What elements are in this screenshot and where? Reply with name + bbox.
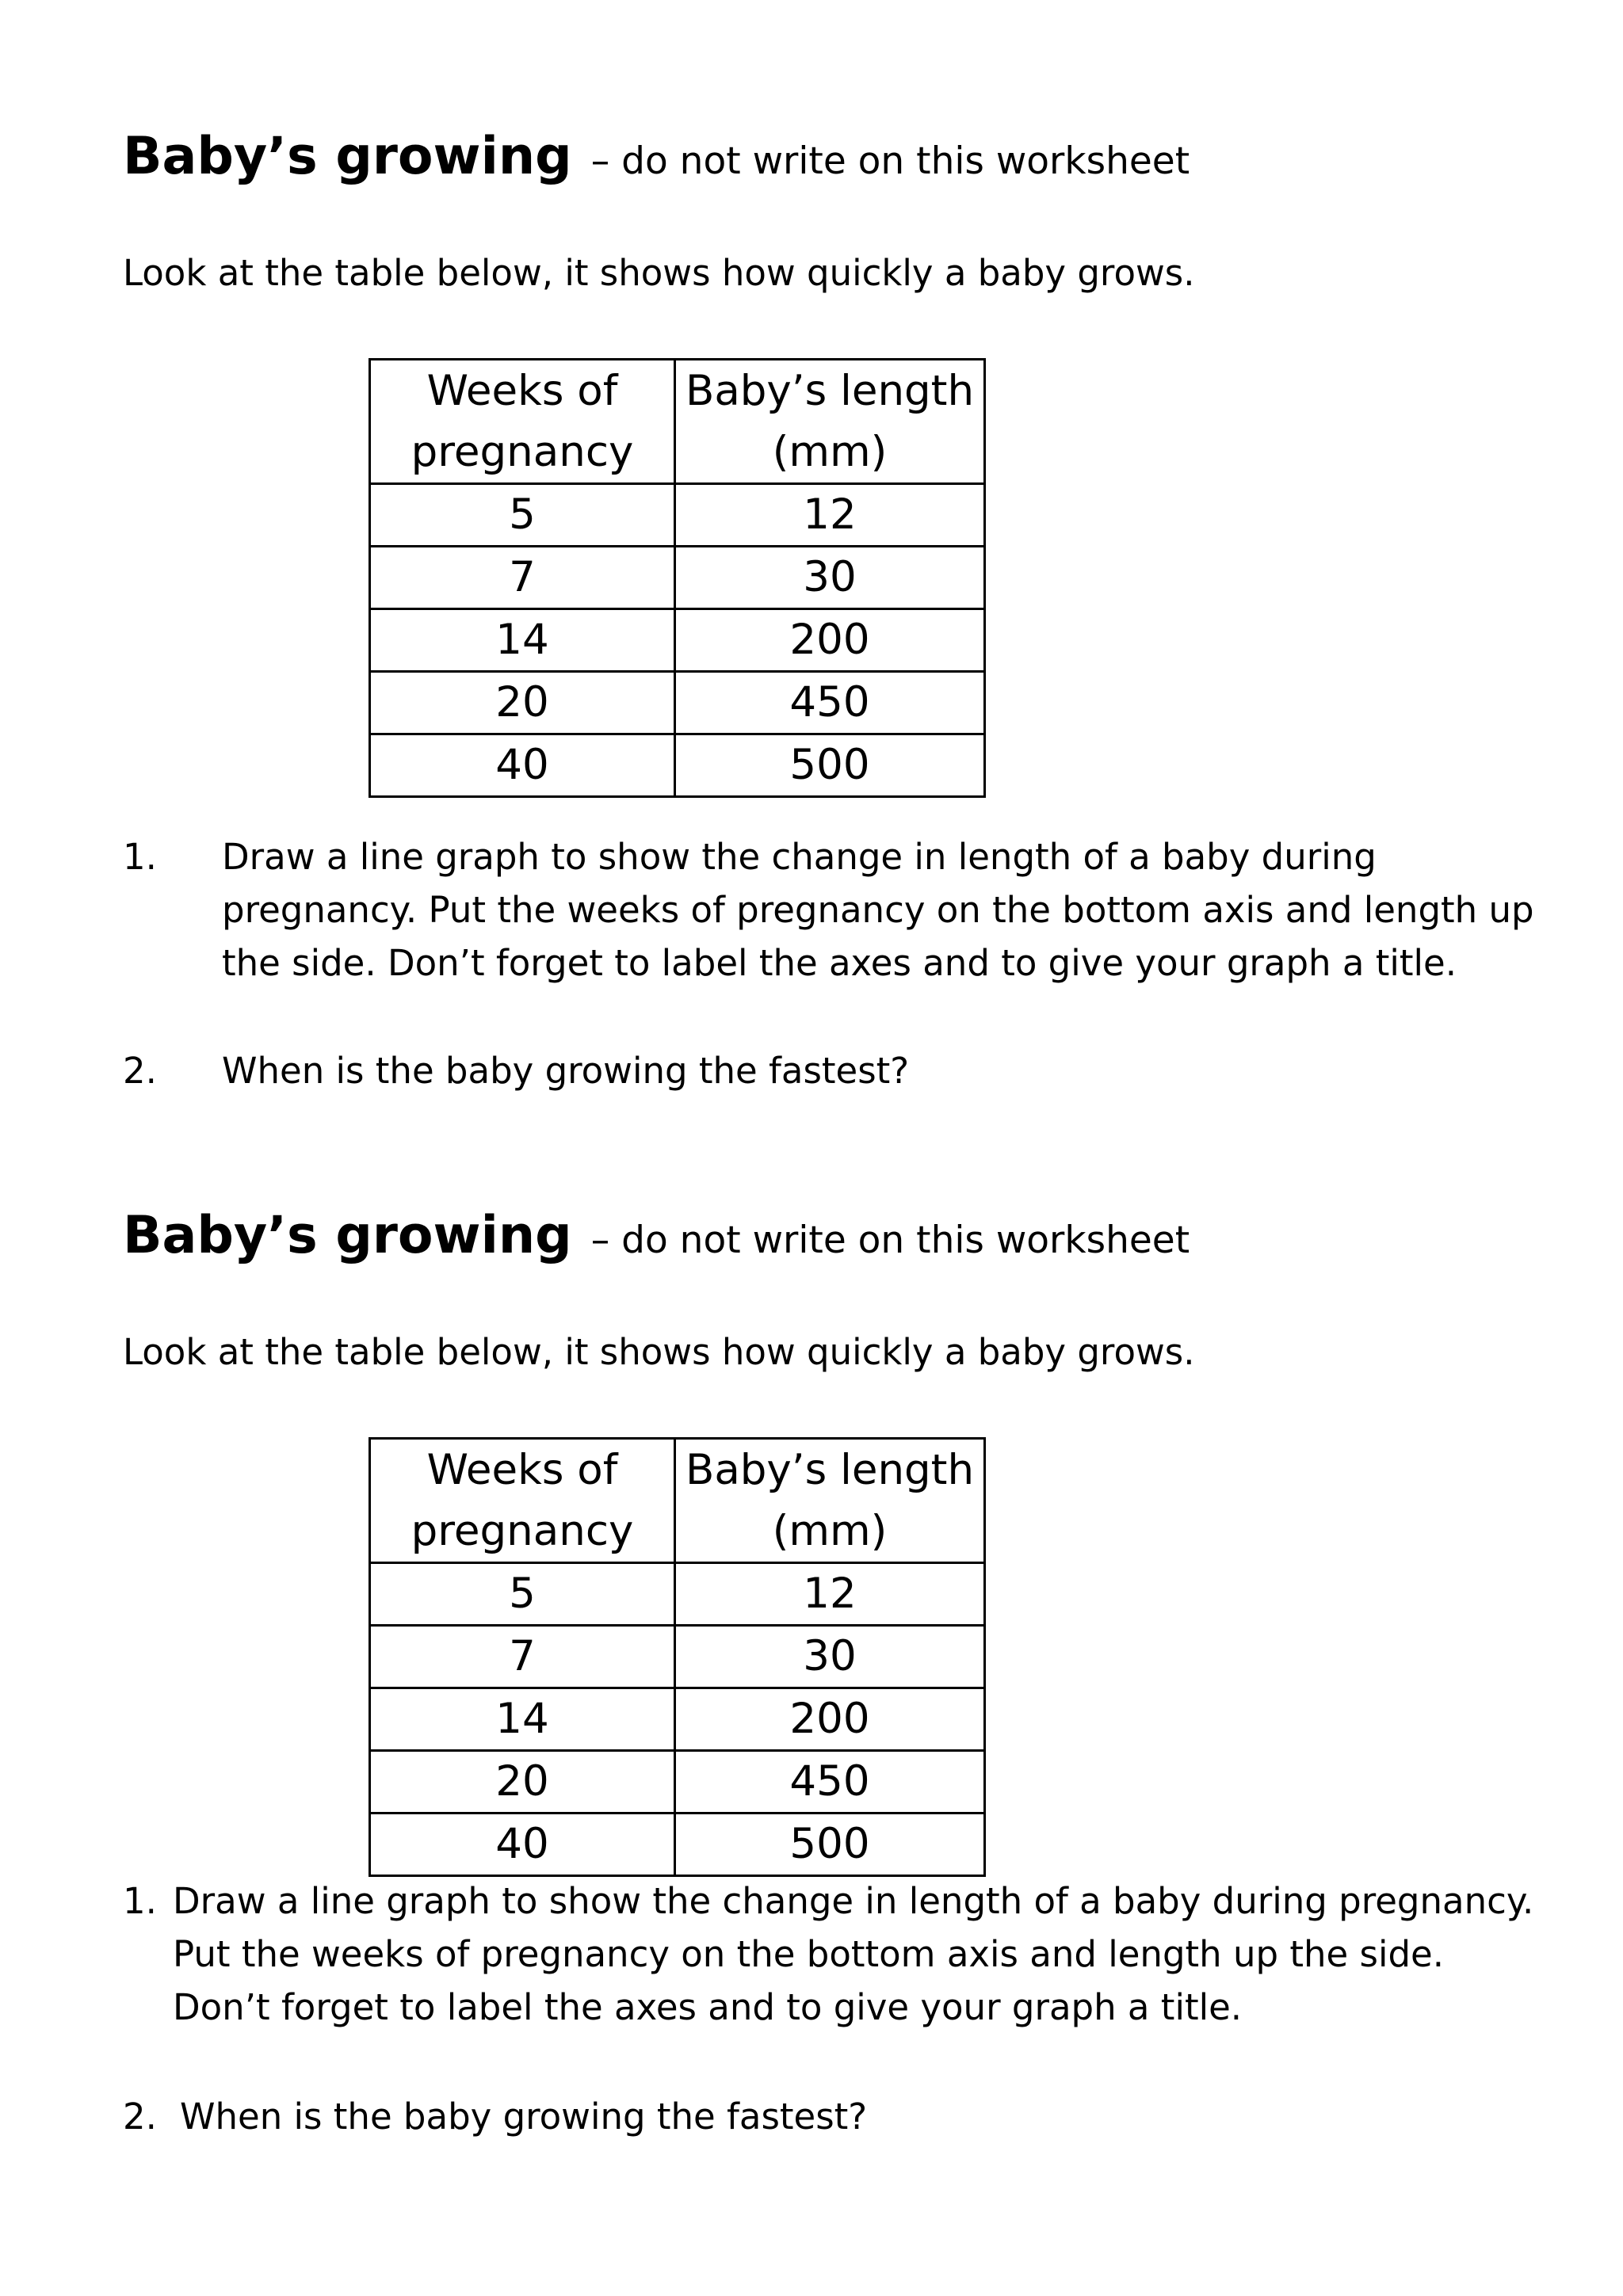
header-weeks-line-2: pregnancy [411,1507,634,1555]
cell-weeks: 40 [370,1814,675,1876]
cell-weeks: 20 [370,672,675,734]
header-weeks [370,1439,675,1563]
header-length [675,360,985,484]
table-row [370,1814,985,1876]
worksheet-title [123,1206,1190,1265]
cell-weeks: 7 [370,547,675,609]
cell-length: 200 [675,609,985,672]
intro-text: Look at the table below, it shows how quickly a baby grows. [123,1331,1195,1373]
growth-table [369,1437,986,1877]
cell-weeks: 5 [370,484,675,547]
cell-length: 450 [675,672,985,734]
worksheet-title [123,127,1190,186]
intro-text: Look at the table below, it shows how quickly a baby grows. [123,252,1195,294]
table-row [370,609,985,672]
question-number: 2. [123,1050,157,1092]
question-number: 1. [123,1880,157,1922]
question-line: pregnancy. Put the weeks of pregnancy on the bottom axis and length up [222,889,1534,931]
question-text [222,830,1534,990]
title-subtitle: – do not write on this worksheet [590,139,1190,183]
cell-weeks: 20 [370,1751,675,1814]
cell-weeks: 7 [370,1626,675,1688]
header-weeks [370,360,675,484]
cell-weeks: 14 [370,609,675,672]
header-length-line-1: Baby’s length [685,1446,975,1494]
question-line: When is the baby growing the fastest? [222,1050,910,1092]
header-length-line-1: Baby’s length [685,367,975,415]
header-length-line-2: (mm) [772,428,888,476]
cell-weeks: 14 [370,1688,675,1751]
question-line: the side. Don’t forget to label the axes and to give your graph a title. [222,942,1457,984]
cell-length: 200 [675,1688,985,1751]
cell-length: 500 [675,1814,985,1876]
cell-length: 30 [675,1626,985,1688]
question-line: Draw a line graph to show the change in length of a baby during [222,836,1377,878]
cell-weeks: 40 [370,734,675,797]
title-main: Baby’s growing [123,127,572,186]
worksheet-1 [0,0,1623,1092]
question-line: Don’t forget to label the axes and to give your graph a title. [173,1986,1243,2028]
question-line: When is the baby growing the fastest? [180,2096,868,2138]
growth-table [369,358,986,798]
table-row [370,484,985,547]
table-row [370,734,985,797]
table-row [370,672,985,734]
cell-weeks: 5 [370,1563,675,1626]
cell-length: 450 [675,1751,985,1814]
question-line: Put the weeks of pregnancy on the bottom axis and length up the side. [173,1933,1445,1975]
cell-length: 500 [675,734,985,797]
table-row [370,1563,985,1626]
question-number: 2. [123,2096,157,2138]
table-row [370,547,985,609]
table-row [370,1751,985,1814]
worksheet-2 [0,1079,1623,2157]
table-row [370,1626,985,1688]
header-length [675,1439,985,1563]
question-line: Draw a line graph to show the change in length of a baby during pregnancy. [173,1880,1534,1922]
table-header-row [370,1439,985,1563]
question-number: 1. [123,836,157,878]
title-subtitle: – do not write on this worksheet [590,1219,1190,1262]
table-header-row [370,360,985,484]
cell-length: 12 [675,484,985,547]
header-weeks-line-1: Weeks of [426,367,618,415]
header-length-line-2: (mm) [772,1507,888,1555]
cell-length: 12 [675,1563,985,1626]
question-text [180,2090,867,2143]
header-weeks-line-2: pregnancy [411,428,634,476]
question-text [173,1875,1533,2034]
table-row [370,1688,985,1751]
header-weeks-line-1: Weeks of [426,1446,618,1494]
cell-length: 30 [675,547,985,609]
title-main: Baby’s growing [123,1206,572,1265]
